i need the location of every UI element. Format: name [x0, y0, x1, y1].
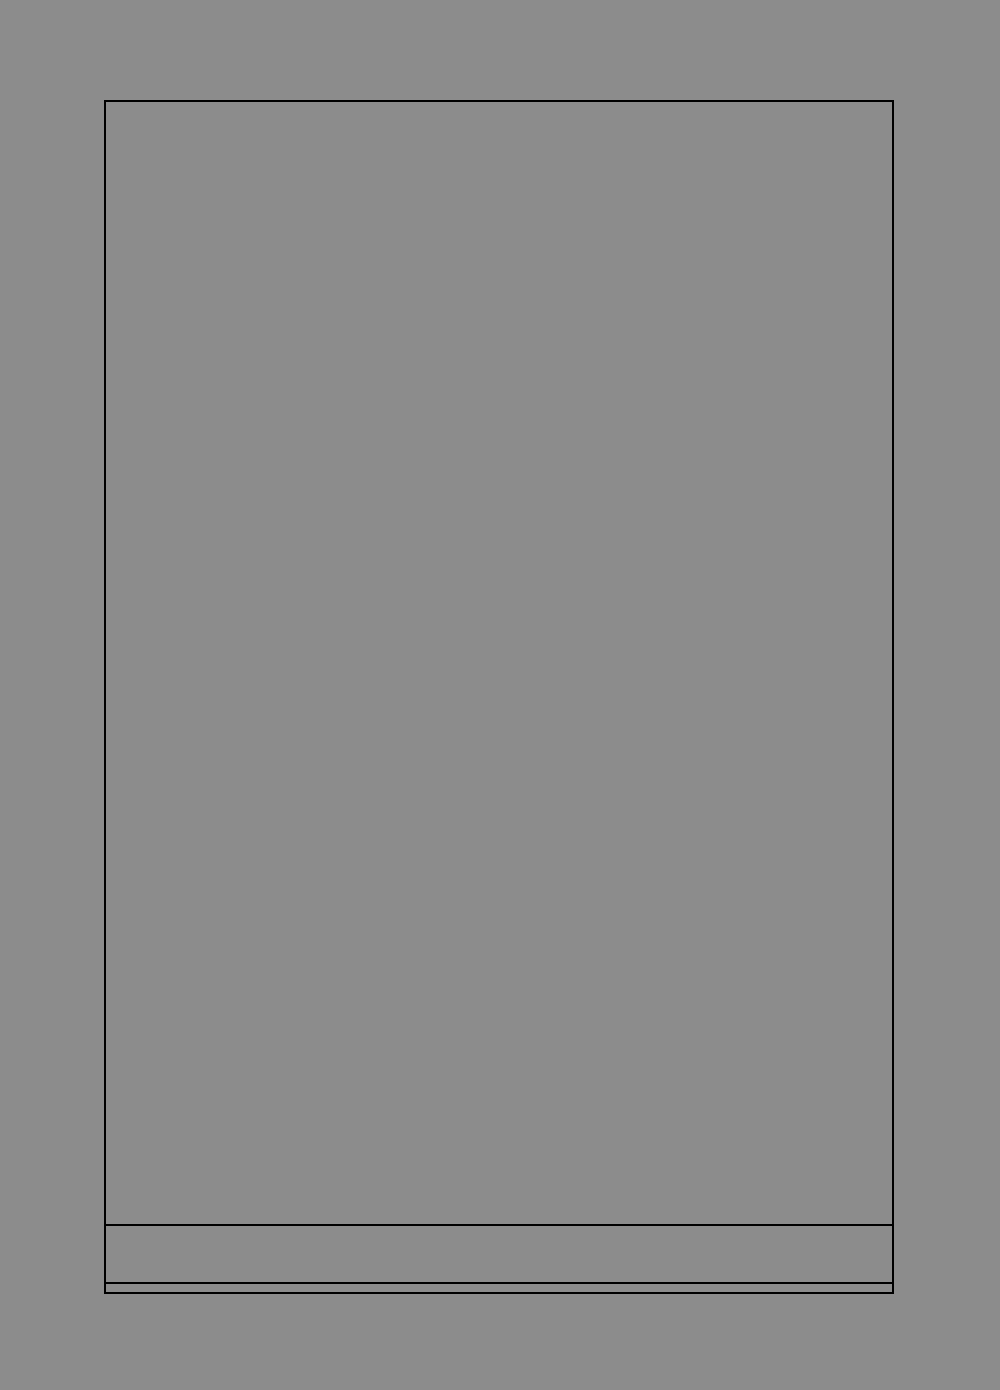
- ornamental-border-right: [900, 96, 950, 1296]
- text-frame: [104, 100, 894, 1294]
- page: [48, 52, 950, 1342]
- ornamental-border-left: [48, 96, 98, 1296]
- footer-rule-top: [104, 1224, 894, 1226]
- footer-rule-bottom: [104, 1282, 894, 1284]
- ornamental-border-top: [48, 52, 950, 96]
- ornamental-border-bottom: [48, 1296, 950, 1342]
